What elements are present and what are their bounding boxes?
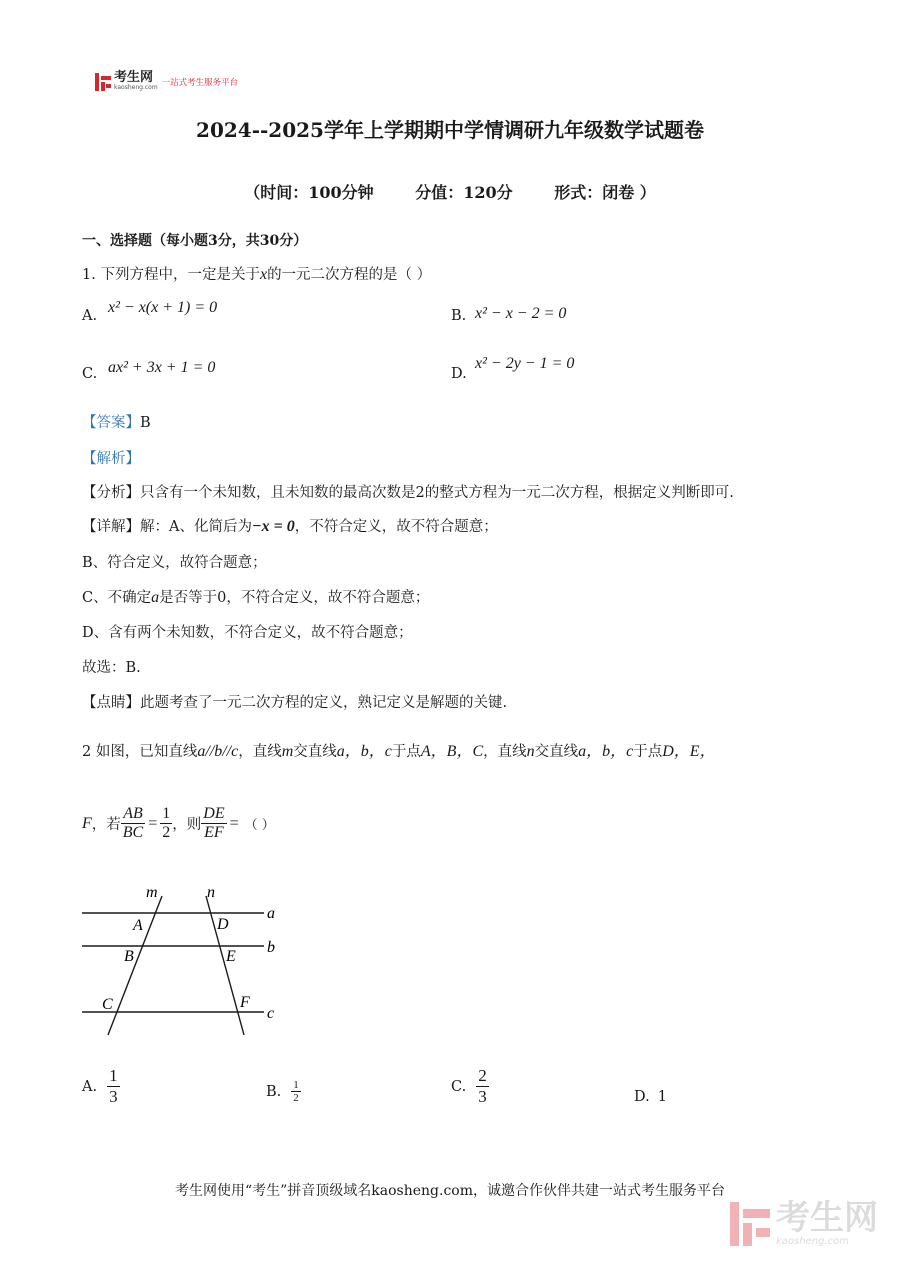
- fraction-ab-bc: $\frac{AB}{BC}$: [122, 805, 144, 841]
- label-C: C: [102, 996, 113, 1013]
- q1-analysis-tag: 【解析】: [82, 451, 140, 467]
- logo-name: 考生网: [114, 70, 154, 85]
- q1-line-c: C、不确定a是否等于0，不符合定义，故不符合题意；: [82, 589, 430, 606]
- logo-slogan: 一站式考生服务平台: [161, 78, 239, 88]
- watermark: [730, 1200, 878, 1247]
- q1-option-a-expr: x² − x(x + 1) = 0: [108, 299, 218, 316]
- q1-option-d-expr: x² − 2y − 1 = 0: [475, 355, 575, 372]
- watermark-url: kaosheng.com: [776, 1236, 849, 1247]
- q1-option-c: C.: [82, 366, 98, 382]
- q2-option-a: A. $\frac{1}{3}$: [82, 1066, 118, 1106]
- q1-option-c-expr: ax² + 3x + 1 = 0: [108, 359, 216, 376]
- q1-option-b: B.: [451, 308, 467, 324]
- option-c-fraction: $\frac{2}{3}$: [478, 1066, 487, 1106]
- watermark-name: 考生网: [776, 1198, 878, 1238]
- q2-option-c: C. $\frac{2}{3}$: [451, 1066, 487, 1106]
- exam-score: 分值：120分: [415, 183, 513, 202]
- q1-comment: 【点睛】此题考查了一元二次方程的定义，熟记定义是解题的关键.: [82, 695, 508, 711]
- q1-option-d: D.: [451, 366, 467, 382]
- label-n: n: [207, 884, 215, 901]
- label-A: A: [133, 917, 143, 934]
- label-F: F: [240, 994, 250, 1011]
- fraction-one-half: $\frac{1}{2}$: [162, 805, 171, 841]
- exam-time: （时间：100分钟: [244, 183, 374, 202]
- q1-detail: 【详解】解：A、化简后为−x = 0，不符合定义，故不符合题意；: [82, 518, 498, 535]
- q1-stem: 1. 下列方程中，一定是关于x的一元二次方程的是（ ）: [82, 266, 432, 283]
- logo-icon: [95, 73, 111, 91]
- q1-option-b-expr: x² − x − 2 = 0: [475, 305, 567, 322]
- q1-line-b: B、符合定义，故符合题意；: [82, 555, 267, 571]
- section-heading: 一、选择题（每小题3分，共30分）: [82, 233, 308, 249]
- watermark-logo-icon: [730, 1202, 770, 1246]
- label-B: B: [124, 948, 134, 965]
- q2-option-b: B. $\frac{1}{2}$: [266, 1079, 299, 1104]
- q2-stem: 2 如图，已知直线a//b//c，直线m交直线a，b，c于点A，B，C，直线n交直线a，b，c于点D，E，: [82, 743, 716, 760]
- q2-option-d: D. 1: [634, 1089, 667, 1105]
- page-title: 2024--2025学年上学期期中学情调研九年级数学试题卷: [196, 118, 704, 142]
- option-b-fraction: $\frac{1}{2}$: [293, 1079, 299, 1104]
- label-D: D: [217, 916, 229, 933]
- page-footer: 考生网使用“考生”拼音顶级域名kaosheng.com，诚邀合作伙伴共建一站式考生服务平台: [174, 1183, 726, 1199]
- q1-answer: 【答案】B: [82, 415, 151, 431]
- fraction-de-ef: $\frac{DE}{EF}$: [203, 805, 225, 841]
- exam-info: [0, 180, 900, 203]
- parallel-lines-figure: [78, 880, 298, 1040]
- q1-fenxi: 【分析】只含有一个未知数，且未知数的最高次数是2的整式方程为一元二次方程，根据定义判断即可.: [82, 485, 734, 501]
- q1-choose: 故选：B.: [82, 660, 141, 676]
- header-logo: [95, 72, 238, 92]
- label-m: m: [146, 884, 158, 901]
- option-a-fraction: $\frac{1}{3}$: [109, 1066, 118, 1106]
- label-a: a: [267, 905, 275, 922]
- label-b: b: [267, 939, 275, 956]
- label-E: E: [226, 948, 236, 965]
- exam-form: 形式：闭卷 ）: [554, 183, 656, 202]
- label-c: c: [267, 1005, 275, 1022]
- q2-stem-line2: F ，若 $\frac{AB}{BC}$ = $\frac{1}{2}$ ，则 $\frac{DE}{EF}$ = （ ）: [82, 805, 275, 841]
- q1-option-a: A.: [82, 308, 98, 324]
- logo-url: kaosheng.com: [114, 84, 158, 91]
- q1-line-d: D、含有两个未知数，不符合定义，故不符合题意；: [82, 625, 413, 641]
